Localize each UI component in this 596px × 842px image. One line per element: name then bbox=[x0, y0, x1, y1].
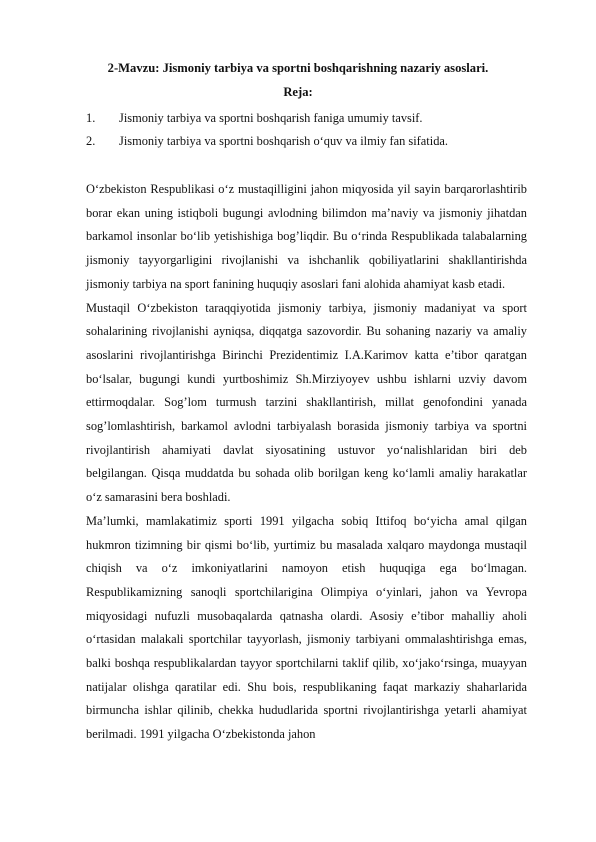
plan-item bbox=[86, 133, 526, 156]
plan-item-number: 1. bbox=[86, 111, 96, 125]
plan-item bbox=[86, 110, 526, 133]
plan-heading: Reja: bbox=[283, 85, 313, 99]
plan-item-text: Jismoniy tarbiya va sportni boshqarish faniga umumiy tavsif. bbox=[119, 111, 423, 125]
body-text bbox=[86, 178, 527, 747]
plan-item-number: 2. bbox=[86, 134, 96, 148]
page-title: 2-Mavzu: Jismoniy tarbiya va sportni boshqarishning nazariy asoslari. bbox=[107, 61, 489, 75]
paragraph: O‘zbekiston Respublikasi o‘z mustaqilligini jahon miqyosida yil sayin barqarorlashtirib borar ekan uning istiqboli bugungi avlodning bilimdon ma’naviy va jismoniy jihatdan barkamol insonlar bo‘lib yetishishiga bog’liqdir. Bu o‘rinda Respublikada talabalarning jismoniy tayyorgarligini rivojlanishi va ishchanlik qobiliyatlarini shakllantirishda jismoniy tarbiya na sport fanining huquqiy asoslari fani alohida ahamiyat kasb etadi. bbox=[86, 182, 527, 291]
paragraph: Mustaqil O‘zbekiston taraqqiyotida jismoniy tarbiya, jismoniy madaniyat va sport sohalarining rivojlanishi ayniqsa, diqqatga sazovordir. Bu sohaning nazariy va amaliy asoslarini rivojlantirishga Birinchi Prezidentimiz I.A.Karimov katta e’tibor qaratgan bo‘lsalar, bugungi kundi yurtboshimiz Sh.Mirziyoyev ushbu ishlarni uzviy davom ettirmoqdalar. Sog’lom turmush tarzini shakllantirish, millat genofondini yanada sog’lomlashtirish, barkamol avlodni tarbiyalash borasida jismoniy tarbiya va sportni rivojlantirish ahamiyati davlat siyosatining ustuvor yo‘nalishlaridan biri deb belgilangan. Qisqa muddatda bu sohada olib borilgan keng ko‘lamli amaliy harakatlar o‘z samarasini bera boshladi. bbox=[86, 300, 527, 505]
paragraph: Ma’lumki, mamlakatimiz sporti 1991 yilgacha sobiq Ittifoq bo‘yicha amal qilgan hukmron tizimning bir qismi bo‘lib, yurtimiz bu masalada xalqaro maydonga mustaqil chiqish va o‘z imkoniyatlarini namoyon etish huquqiga ega bo‘lmagan. Respublikamizning sanoqli sportchilarigina Olimpiya o‘yinlari, jahon va Yevropa miqyosidagi nufuzli musobaqalarda qatnasha olardi. Asosiy e’tibor mahalliy aholi o‘rtasidan malakali sportchilar tayyorlash, jismoniy tarbiyani ommalashtirishga emas, balki boshqa respublikalardan tayyor sportchilarni taklif qilib, xo‘jako‘rsinga, muayyan natijalar olishga qaratilar edi. Shu bois, respublikaning faqat markaziy shaharlarida birmuncha ishlar qilinib, chekka hududlarida sportni rivojlantirishga yetarli ahamiyat berilmadi. 1991 yilgacha O‘zbekistonda jahon bbox=[86, 513, 527, 742]
plan-list bbox=[86, 110, 526, 156]
plan-item-text: Jismoniy tarbiya va sportni boshqarish o‘quv va ilmiy fan sifatida. bbox=[119, 134, 448, 148]
